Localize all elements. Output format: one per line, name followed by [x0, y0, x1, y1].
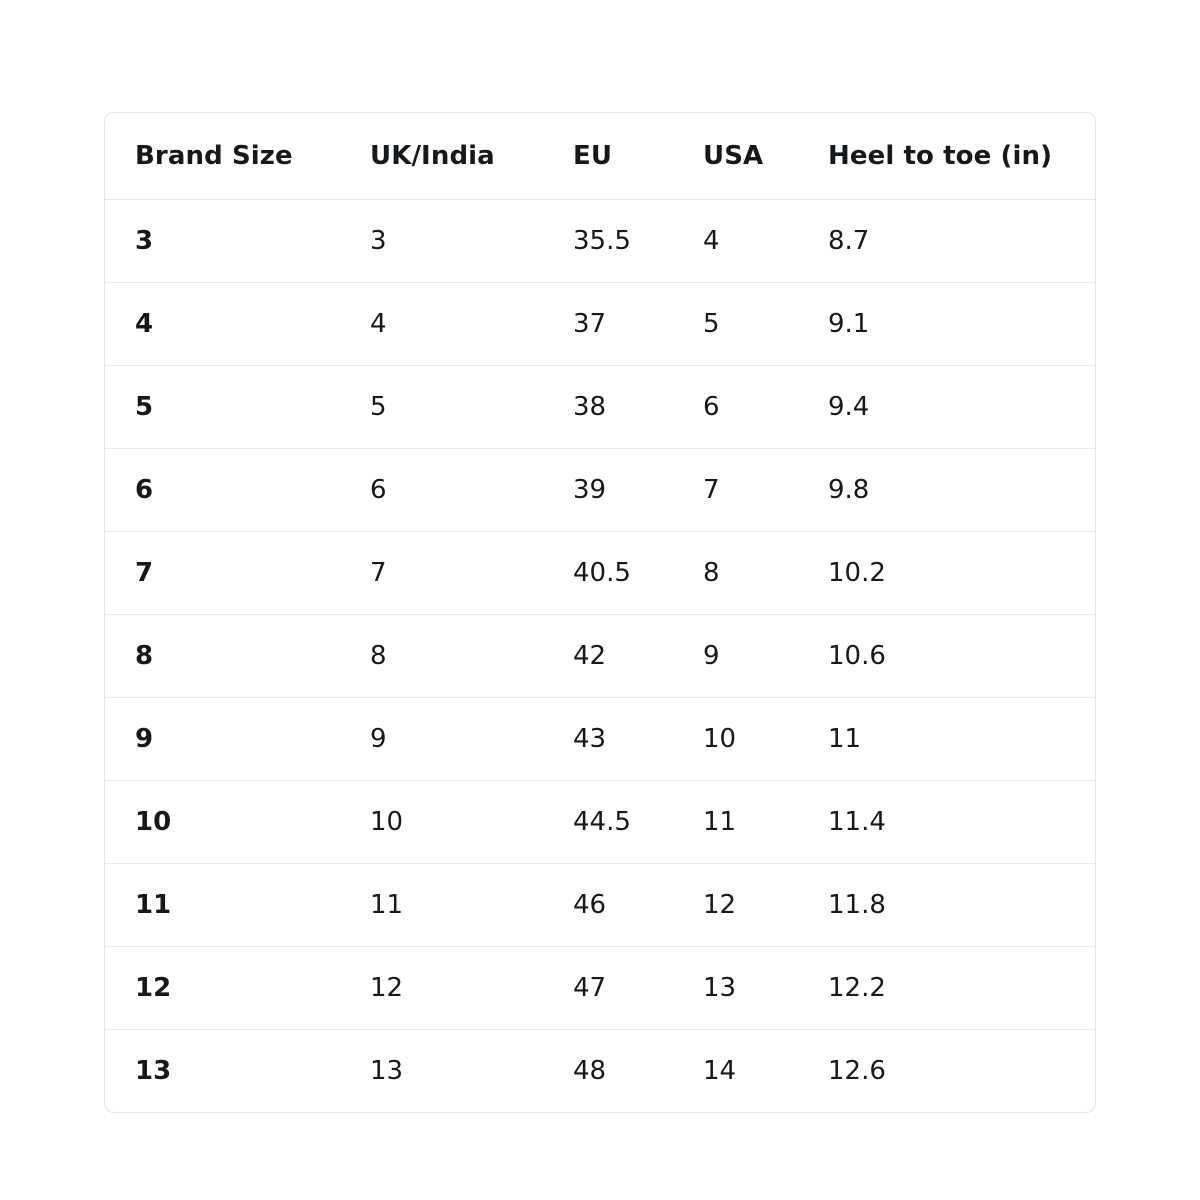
table-row — [105, 947, 1095, 1030]
cell-usa: 9 — [673, 615, 798, 698]
column-header-usa: USA — [673, 113, 798, 200]
cell-usa: 13 — [673, 947, 798, 1030]
cell-eu: 38 — [543, 366, 673, 449]
cell-brand-size: 5 — [105, 366, 340, 449]
cell-heel-to-toe: 12.6 — [828, 1056, 886, 1086]
cell-usa: 8 — [673, 532, 798, 615]
cell-usa: 11 — [673, 781, 798, 864]
cell-uk-india: 5 — [340, 366, 543, 449]
cell-uk-india: 8 — [340, 615, 543, 698]
cell-usa: 4 — [673, 200, 798, 283]
cell-heel-to-toe: 10.2 — [798, 532, 1095, 615]
cell-uk-india: 13 — [370, 1056, 404, 1086]
cell-eu: 40.5 — [543, 532, 673, 615]
cell-eu: 46 — [543, 864, 673, 947]
column-header-uk-india: UK/India — [340, 113, 543, 200]
cell-usa: 6 — [673, 366, 798, 449]
column-header-eu: EU — [543, 113, 673, 200]
cell-heel-to-toe: 11.8 — [798, 864, 1095, 947]
cell-usa: 5 — [673, 283, 798, 366]
cell-uk-india: 4 — [340, 283, 543, 366]
cell-brand-size: 11 — [105, 864, 340, 947]
cell-brand-size: 4 — [105, 283, 340, 366]
cell-heel-to-toe: 11 — [798, 698, 1095, 781]
cell-heel-to-toe: 11.4 — [798, 781, 1095, 864]
table-row — [105, 1030, 1095, 1113]
cell-eu: 39 — [543, 449, 673, 532]
cell-uk-india: 3 — [340, 200, 543, 283]
cell-uk-india: 12 — [340, 947, 543, 1030]
cell-brand-size: 6 — [105, 449, 340, 532]
cell-heel-to-toe: 9.4 — [798, 366, 1095, 449]
table-body — [105, 200, 1095, 1113]
cell-eu: 35.5 — [543, 200, 673, 283]
cell-uk-india: 10 — [340, 781, 543, 864]
cell-brand-size: 8 — [105, 615, 340, 698]
cell-eu: 37 — [543, 283, 673, 366]
cell-eu: 48 — [573, 1056, 607, 1086]
column-header-brand-size: Brand Size — [105, 113, 340, 200]
table-row — [105, 781, 1095, 864]
cell-heel-to-toe: 9.8 — [798, 449, 1095, 532]
table-row — [105, 366, 1095, 449]
table-header — [105, 113, 1095, 200]
cell-uk-india: 7 — [340, 532, 543, 615]
cell-heel-to-toe: 9.1 — [798, 283, 1095, 366]
size-chart-table — [105, 113, 1095, 1112]
cell-brand-size: 3 — [105, 200, 340, 283]
cell-eu: 42 — [543, 615, 673, 698]
cell-usa: 12 — [673, 864, 798, 947]
size-chart-card — [104, 112, 1096, 1113]
table-row — [105, 864, 1095, 947]
cell-heel-to-toe: 12.2 — [798, 947, 1095, 1030]
table-row — [105, 698, 1095, 781]
cell-eu: 44.5 — [543, 781, 673, 864]
table-row — [105, 449, 1095, 532]
cell-uk-india: 11 — [340, 864, 543, 947]
cell-usa: 7 — [673, 449, 798, 532]
cell-eu: 43 — [543, 698, 673, 781]
cell-brand-size: 13 — [135, 1056, 172, 1086]
table-header-row — [105, 113, 1095, 200]
table-row — [105, 615, 1095, 698]
column-header-heel-to-toe: Heel to toe (in) — [798, 113, 1095, 200]
table-row — [105, 532, 1095, 615]
table-row — [105, 200, 1095, 283]
cell-heel-to-toe: 8.7 — [798, 200, 1095, 283]
cell-usa: 14 — [703, 1056, 737, 1086]
cell-uk-india: 6 — [340, 449, 543, 532]
cell-brand-size: 7 — [105, 532, 340, 615]
cell-heel-to-toe: 10.6 — [798, 615, 1095, 698]
cell-brand-size: 10 — [105, 781, 340, 864]
cell-eu: 47 — [543, 947, 673, 1030]
cell-usa: 10 — [673, 698, 798, 781]
table-row — [105, 283, 1095, 366]
cell-brand-size: 9 — [105, 698, 340, 781]
cell-uk-india: 9 — [340, 698, 543, 781]
cell-brand-size: 12 — [105, 947, 340, 1030]
